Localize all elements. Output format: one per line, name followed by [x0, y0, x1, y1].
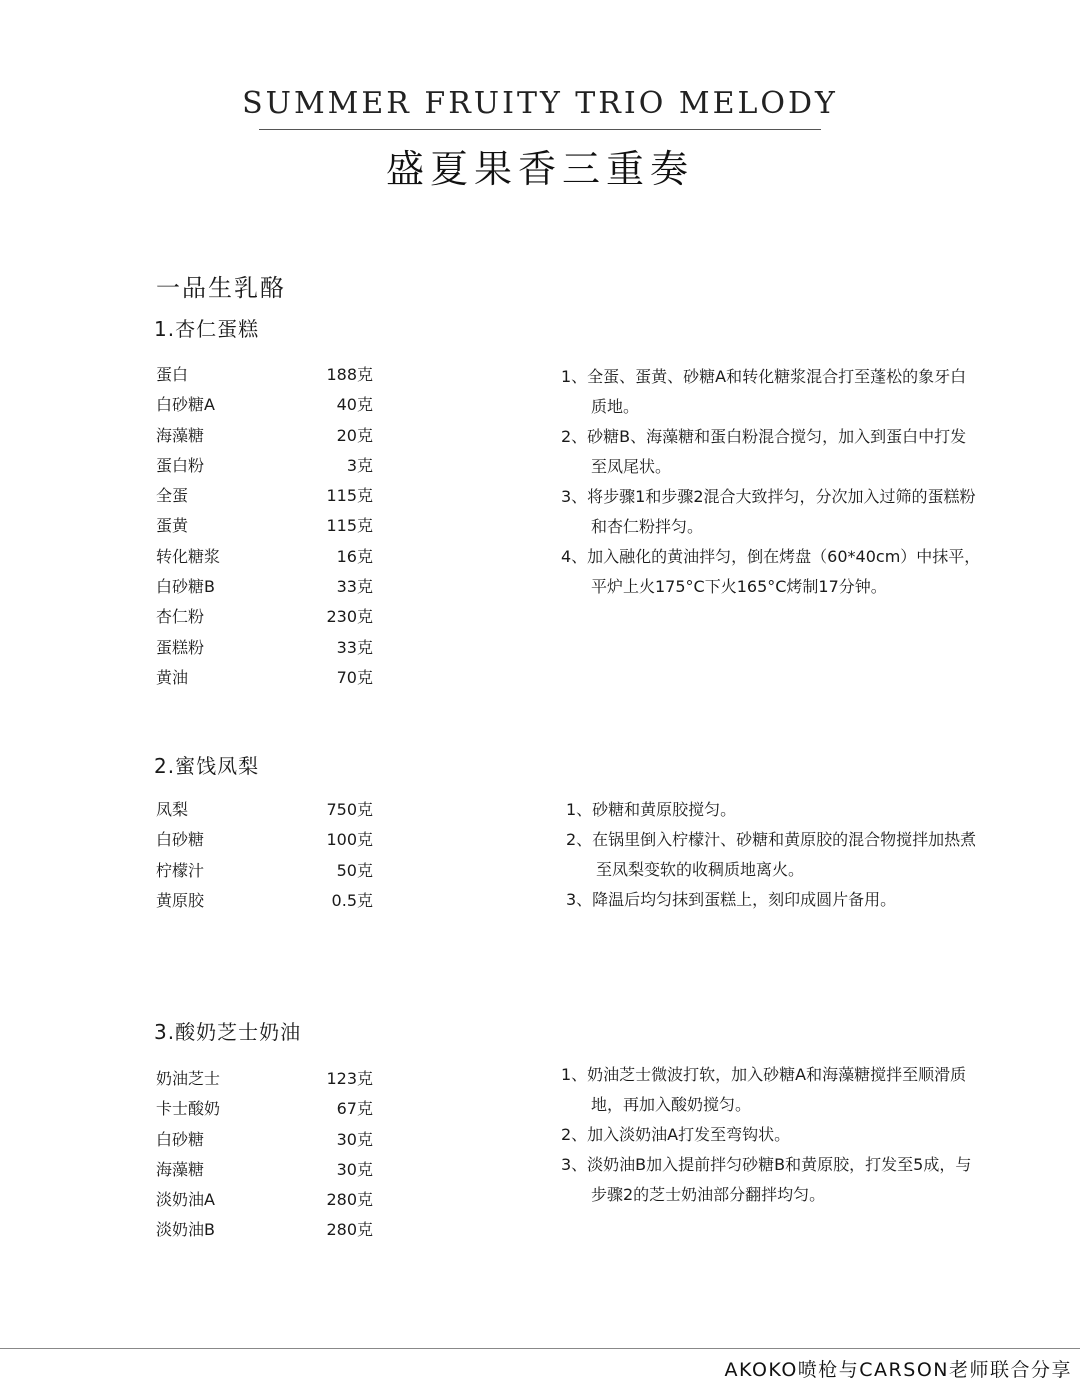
ingredient-name: 凤梨: [156, 800, 189, 819]
ingredient-qty: 70克: [336, 667, 373, 687]
ingredient-qty: 115克: [326, 486, 373, 506]
ingredient-name: 柠檬汁: [156, 860, 205, 880]
step-item: 2、在锅里倒入柠檬汁、砂糖和黄原胶的混合物搅拌加热煮至凤梨变软的收稠质地离火。: [566, 830, 977, 879]
ingredient-row: [156, 542, 376, 572]
ingredient-qty: 188克: [326, 365, 373, 384]
ingredient-name: 全蛋: [156, 486, 189, 506]
ingredient-name: 黄原胶: [156, 890, 205, 910]
section-title-candied-pineapple: 2.蜜饯凤梨: [154, 754, 260, 778]
ingredient-name: 淡奶油B: [156, 1220, 215, 1240]
ingredient-qty: 40克: [336, 395, 373, 415]
ingredient-row: [156, 1215, 376, 1245]
step-item: 1、砂糖和黄原胶搅匀。: [566, 800, 737, 819]
ingredient-row: [156, 421, 376, 451]
section-title-yogurt-cheese-cream: 3.酸奶芝士奶油: [154, 1020, 302, 1044]
recipe-name: 一品生乳酪: [156, 274, 286, 302]
step-list-yogurt-cheese-cream: [561, 1060, 981, 1210]
title-divider: [259, 129, 821, 130]
ingredient-row: [156, 825, 376, 855]
ingredient-qty: 115克: [326, 516, 373, 536]
ingredient-qty: 750克: [326, 800, 373, 819]
ingredient-row: [156, 481, 376, 511]
title-english: SUMMER FRUITY TRIO MELODY: [242, 86, 838, 121]
ingredient-row: [156, 663, 376, 693]
ingredient-name: 海藻糖: [156, 1159, 205, 1179]
ingredient-qty: 33克: [336, 637, 373, 657]
step-item: 2、加入淡奶油A打发至弯钩状。: [561, 1125, 791, 1144]
ingredient-list-yogurt-cheese-cream: [156, 1064, 376, 1246]
ingredient-list-almond-cake: [156, 360, 376, 693]
ingredient-name: 黄油: [156, 667, 189, 687]
step-item: 1、全蛋、蛋黄、砂糖A和转化糖浆混合打至蓬松的象牙白质地。: [561, 367, 967, 416]
ingredient-qty: 123克: [326, 1069, 373, 1088]
ingredient-row: [156, 1155, 376, 1185]
ingredient-row: [156, 572, 376, 602]
ingredient-name: 白砂糖: [156, 830, 205, 850]
ingredient-name: 蛋白粉: [156, 455, 205, 475]
ingredient-qty: 0.5克: [331, 890, 373, 910]
ingredient-qty: 3克: [346, 455, 373, 475]
ingredient-name: 淡奶油A: [156, 1190, 215, 1210]
ingredient-name: 蛋白: [156, 365, 189, 384]
ingredient-qty: 20克: [336, 425, 373, 445]
step-list-almond-cake: [561, 362, 981, 602]
ingredient-qty: 30克: [336, 1159, 373, 1179]
ingredient-qty: 33克: [336, 577, 373, 597]
ingredient-row: [156, 856, 376, 886]
step-item: 1、奶油芝士微波打软，加入砂糖A和海藻糖搅拌至顺滑质地，再加入酸奶搅匀。: [561, 1065, 967, 1114]
section-title-almond-cake: 1.杏仁蛋糕: [154, 317, 260, 341]
ingredient-name: 奶油芝士: [156, 1069, 221, 1088]
step-item: 3、淡奶油B加入提前拌匀砂糖B和黄原胶，打发至5成，与步骤2的芝士奶油部分翻拌均匀。: [561, 1155, 972, 1204]
ingredient-name: 蛋黄: [156, 516, 189, 536]
ingredient-row: [156, 1094, 376, 1124]
ingredient-row: [156, 511, 376, 541]
footer-credit: AKOKO喷枪与CARSON老师联合分享: [724, 1359, 1072, 1381]
ingredient-qty: 230克: [326, 607, 373, 627]
ingredient-qty: 50克: [336, 860, 373, 880]
ingredient-row: [156, 886, 376, 916]
step-item: 2、砂糖B、海藻糖和蛋白粉混合搅匀，加入到蛋白中打发至凤尾状。: [561, 427, 967, 476]
ingredient-name: 蛋糕粉: [156, 637, 205, 657]
step-item: 3、降温后均匀抹到蛋糕上，刻印成圆片备用。: [566, 890, 897, 909]
title-chinese: 盛夏果香三重奏: [385, 147, 694, 191]
ingredient-row: [156, 1185, 376, 1215]
ingredient-qty: 100克: [326, 830, 373, 850]
ingredient-row: [156, 1125, 376, 1155]
ingredient-qty: 280克: [326, 1190, 373, 1210]
ingredient-row: [156, 602, 376, 632]
ingredient-name: 海藻糖: [156, 425, 205, 445]
ingredient-name: 白砂糖B: [156, 577, 215, 597]
ingredient-row: [156, 795, 376, 825]
ingredient-list-candied-pineapple: [156, 795, 376, 916]
ingredient-name: 转化糖浆: [156, 546, 221, 566]
ingredient-qty: 67克: [336, 1099, 373, 1119]
step-item: 3、将步骤1和步骤2混合大致拌匀，分次加入过筛的蛋糕粉和杏仁粉拌匀。: [561, 487, 976, 536]
ingredient-row: [156, 1064, 376, 1094]
ingredient-row: [156, 360, 376, 390]
ingredient-qty: 30克: [336, 1129, 373, 1149]
ingredient-name: 杏仁粉: [156, 607, 205, 627]
ingredient-qty: 280克: [326, 1220, 373, 1240]
footer-divider: [0, 1348, 1080, 1349]
ingredient-name: 卡士酸奶: [156, 1099, 221, 1119]
ingredient-name: 白砂糖A: [156, 395, 215, 415]
step-list-candied-pineapple: [566, 795, 986, 915]
ingredient-row: [156, 451, 376, 481]
ingredient-row: [156, 390, 376, 420]
ingredient-qty: 16克: [336, 546, 373, 566]
ingredient-row: [156, 633, 376, 663]
ingredient-name: 白砂糖: [156, 1129, 205, 1149]
step-item: 4、加入融化的黄油拌匀，倒在烤盘（60*40cm）中抹平，平炉上火175°C下火165°C烤制17分钟。: [561, 547, 981, 596]
